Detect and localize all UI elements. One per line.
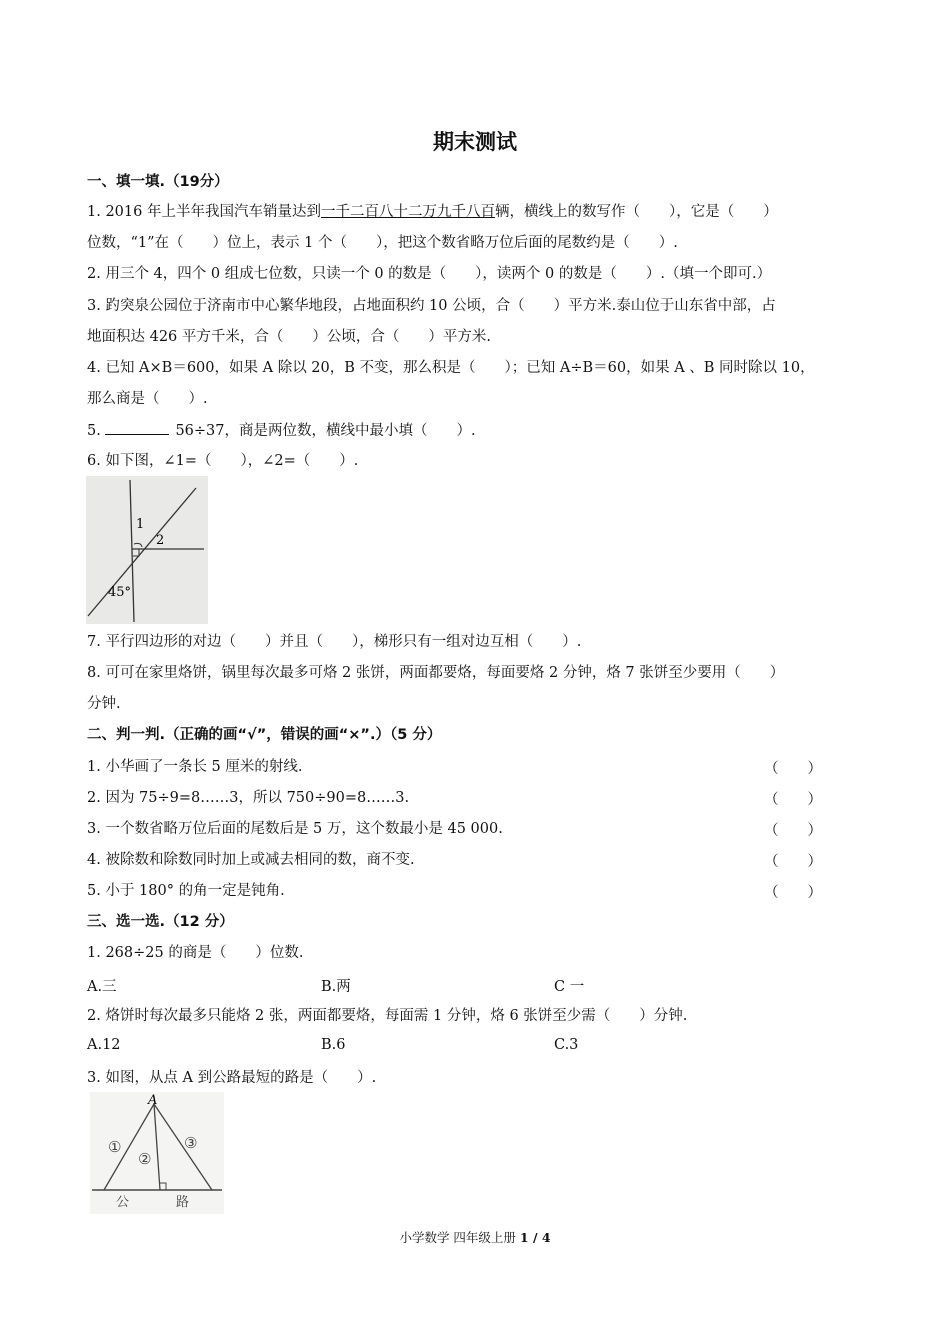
footer-text: 小学数学 四年级上册 (399, 1230, 520, 1245)
page-title: 期末测试 (433, 130, 517, 154)
road-label-1: 公 (116, 1195, 130, 1210)
s1-q1-prefix: 1. 2016 年上半年我国汽车销量达到 (87, 204, 321, 220)
s1-q5-prefix: 5. (87, 423, 101, 439)
s3-q3: 3. 如图，从点 A 到公路最短的路是（ ）. (87, 1070, 377, 1086)
path-1-label: ① (108, 1138, 122, 1156)
s2-item-5: 5. 小于 180° 的角一定是钝角. (87, 883, 285, 899)
s3-q2-option-a: A.12 (87, 1037, 121, 1053)
s3-q2-option-b: B.6 (321, 1037, 346, 1053)
s1-q1-underlined: 一千二百八十二万九千八百 (320, 204, 495, 220)
s1-q7: 7. 平行四边形的对边（ ）并且（ ），梯形只有一组对边互相（ ）. (87, 634, 582, 650)
point-a-label: A (148, 1093, 158, 1108)
s2-item-3: 3. 一个数省略万位后面的尾数后是 5 万，这个数最小是 45 000. (87, 821, 503, 837)
page-number: 1 / 4 (519, 1230, 551, 1245)
angle-label-1: 1 (136, 517, 145, 532)
s1-q8-line1: 8. 可可在家里烙饼，锅里每次最多可烙 2 张饼，两面都要烙，每面要烙 2 分钟，烙 7 张饼至少要用（ ） (87, 665, 785, 681)
s1-q8-line2: 分钟. (87, 696, 121, 712)
s3-q2-option-c: C.3 (554, 1037, 579, 1053)
s1-q3-line1: 3. 趵突泉公园位于济南市中心繁华地段，占地面积约 10 公顷，合（ ）平方米.泰山位于山东省中部，占 (87, 298, 776, 314)
s3-q1-option-a: A.三 (87, 979, 117, 995)
s3-q1: 1. 268÷25 的商是（ ）位数. (87, 945, 304, 961)
page-footer (0, 1228, 950, 1246)
s1-q1-line2: 位数，“1”在（ ）位上，表示 1 个（ ），把这个数省略万位后面的尾数约是（ ）. (87, 235, 678, 251)
section1-heading: 一、填一填.（19分） (87, 174, 229, 190)
s3-q2: 2. 烙饼时每次最多只能烙 2 张，两面都要烙，每面需 1 分钟，烙 6 张饼至少需（ ）分钟. (87, 1008, 688, 1024)
path-3-label: ③ (184, 1134, 198, 1152)
s2-item-2: 2. 因为 75÷9=8……3，所以 750÷90=8……3. (87, 790, 410, 806)
s1-q1-line1 (87, 202, 778, 222)
section3-heading: 三、选一选.（12 分） (87, 914, 234, 930)
s1-q2: 2. 用三个 4，四个 0 组成七位数，只读一个 0 的数是（ ），读两个 0 的数是（ ）.（填一个即可.） (87, 266, 772, 282)
s1-q5-text: 56÷37，商是两位数，横线中最小填（ ）. (175, 423, 476, 439)
s1-q5-blank-line (105, 420, 169, 435)
s2-answer-2: （ ） (764, 792, 822, 808)
s1-q6: 6. 如下图，∠1=（ ），∠2=（ ）. (87, 453, 359, 469)
s1-q5 (87, 420, 476, 441)
s1-q4-line1: 4. 已知 A×B＝600，如果 A 除以 20，B 不变，那么积是（ ）；已知 A÷B＝60，如果 A 、B 同时除以 10， (87, 360, 815, 376)
s1-q4-line2: 那么商是（ ）. (87, 391, 208, 407)
s2-item-4: 4. 被除数和除数同时加上或减去相同的数，商不变. (87, 852, 415, 868)
road-figure (90, 1092, 224, 1214)
s1-q1-suffix: 辆，横线上的数写作（ ），它是（ ） (494, 204, 778, 220)
s1-q3-line2: 地面积达 426 平方千米，合（ ）公顷，合（ ）平方米. (87, 329, 492, 345)
section2-heading: 二、判一判.（正确的画“√”，错误的画“×”.）（5 分） (87, 727, 442, 743)
angle-label-2: 2 (156, 533, 165, 548)
s2-answer-5: （ ） (764, 885, 822, 901)
s3-q1-option-c: C 一 (554, 979, 585, 995)
s2-item-1: 1. 小华画了一条长 5 厘米的射线. (87, 759, 303, 775)
angle-label-45: 45° (108, 585, 132, 600)
s2-answer-1: （ ） (764, 761, 822, 777)
path-2-label: ② (138, 1150, 152, 1168)
angle-figure (86, 476, 208, 624)
road-label-2: 路 (176, 1195, 190, 1210)
s2-answer-3: （ ） (764, 823, 822, 839)
s3-q1-option-b: B.两 (321, 979, 351, 995)
angle-figure-bg (86, 476, 208, 624)
s2-answer-4: （ ） (764, 854, 822, 870)
